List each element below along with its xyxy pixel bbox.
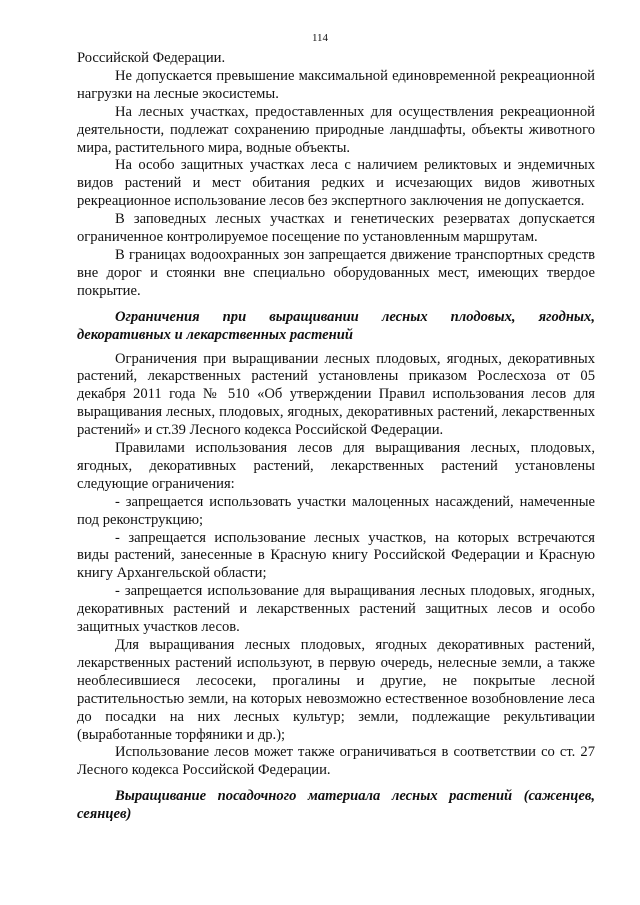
paragraph-landscape-preservation: На лесных участках, предоставленных для осуществления рекреационной деятельности, подлежат сохранению природные ландшафты, объекты животного мира, растительного мира, водные объекты. — [77, 103, 595, 156]
paragraph-recreational-load: Не допускается превышение максимальной единовременной рекреационной нагрузки на лесные экосистемы. — [77, 67, 595, 102]
page-content — [77, 50, 595, 824]
paragraph-continuation: Российской Федерации. — [77, 50, 226, 66]
paragraph-article-27: Использование лесов может также ограничиваться в соответствии со ст. 27 Лесного кодекса Российской Федерации. — [77, 744, 595, 779]
list-item-red-book-species: - запрещается использование лесных участков, на которых встречаются виды растений, занесенные в Красную книгу Российской Федерации и Красную книгу Архангельской области; — [77, 529, 595, 582]
paragraph-order-reference: Ограничения при выращивании лесных плодовых, ягодных, декоративных растений, лекарственных растений установлены приказом Рослесхоза от 05 декабря 2011 года № 510 «Об утверждении Правил использования лесов для выращивания лесных, плодовых, ягодных, декоративных растений, лекарственных растений» и ст.39 Лесного кодекса Российской Федерации. — [77, 350, 595, 439]
paragraph-protected-areas: На особо защитных участках леса с наличием реликтовых и эндемичных видов растений и мест обитания редких и исчезающих видов животных рекреационное использование лесов без экспертного заключения не допускается. — [77, 157, 595, 210]
paragraph-land-use: Для выращивания лесных плодовых, ягодных декоративных растений, лекарственных растений используют, в первую очередь, нелесные земли, а также необлесившиеся лесосеки, прогалины и другие, не покрытые лесной растительностью земли, на которых невозможно естественное возобновление леса до посадки на них лесных культур; земли, подлежащие рекультивации (выработанные торфяники и др.); — [77, 637, 595, 743]
page-number: 114 — [311, 32, 329, 44]
list-item-protective-forests: - запрещается использование для выращивания лесных плодовых, ягодных, декоративных растений и лекарственных растений защитных лесов и особо защитных участков лесов. — [77, 583, 595, 636]
paragraph-water-zones: В границах водоохранных зон запрещается движение транспортных средств вне дорог и стоянки вне специально оборудованных мест, имеющих твердое покрытие. — [77, 246, 595, 299]
paragraph-rules-intro: Правилами использования лесов для выращивания лесных, плодовых, ягодных, декоративных растений, лекарственных растений установлены следующие ограничения: — [77, 440, 595, 492]
list-item-low-value-stands: - запрещается использовать участки малоценных насаждений, намеченные под реконструкцию; — [77, 493, 595, 528]
section-heading-planting-material: Выращивание посадочного материала лесных растений (саженцев, сеянцев) — [77, 788, 595, 823]
paragraph-reserves: В заповедных лесных участках и генетических резерватах допускается ограниченное контролируемое посещение по установленным маршрутам. — [77, 211, 595, 246]
section-heading-cultivation-restrictions: Ограничения при выращивании лесных плодовых, ягодных, декоративных и лекарственных растений — [77, 308, 595, 343]
